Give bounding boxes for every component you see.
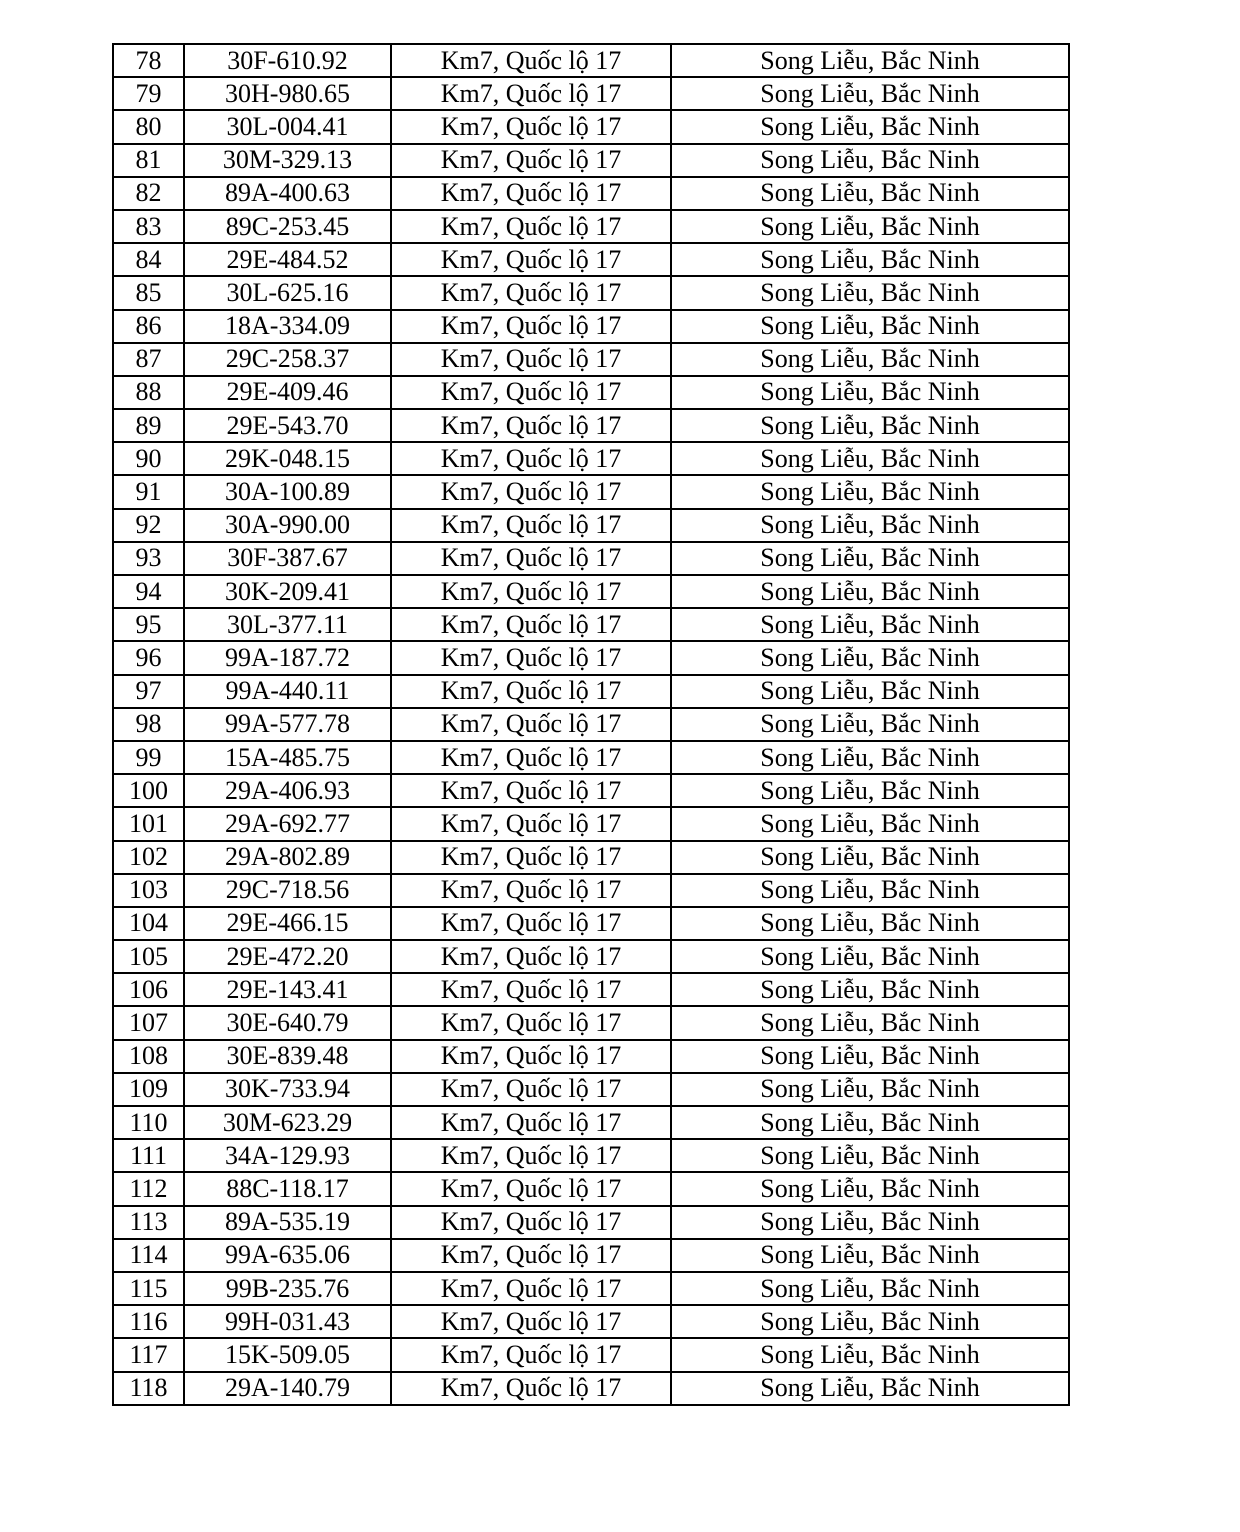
- locality-cell: Song Liễu, Bắc Ninh: [671, 276, 1069, 309]
- table-row: [113, 144, 1069, 177]
- license-plate-cell: 88C-118.17: [184, 1172, 391, 1205]
- table-row: [113, 475, 1069, 508]
- row-number-cell: 90: [113, 442, 184, 475]
- table-row: [113, 1239, 1069, 1272]
- violation-location-cell: Km7, Quốc lộ 17: [391, 1239, 671, 1272]
- table-row: [113, 509, 1069, 542]
- violation-location-cell: Km7, Quốc lộ 17: [391, 376, 671, 409]
- license-plate-cell: 30M-329.13: [184, 144, 391, 177]
- table-row: [113, 343, 1069, 376]
- violation-location-cell: Km7, Quốc lộ 17: [391, 310, 671, 343]
- license-plate-cell: 29K-048.15: [184, 442, 391, 475]
- license-plate-cell: 29E-143.41: [184, 973, 391, 1006]
- table-row: [113, 1139, 1069, 1172]
- license-plate-cell: 29E-466.15: [184, 907, 391, 940]
- table-row: [113, 741, 1069, 774]
- table-row: [113, 1006, 1069, 1039]
- row-number-cell: 104: [113, 907, 184, 940]
- license-plate-cell: 29A-406.93: [184, 774, 391, 807]
- license-plate-cell: 30E-640.79: [184, 1006, 391, 1039]
- locality-cell: Song Liễu, Bắc Ninh: [671, 907, 1069, 940]
- locality-cell: Song Liễu, Bắc Ninh: [671, 708, 1069, 741]
- table-row: [113, 675, 1069, 708]
- locality-cell: Song Liễu, Bắc Ninh: [671, 177, 1069, 210]
- license-plate-cell: 99A-440.11: [184, 675, 391, 708]
- locality-cell: Song Liễu, Bắc Ninh: [671, 1338, 1069, 1371]
- row-number-cell: 112: [113, 1172, 184, 1205]
- locality-cell: Song Liễu, Bắc Ninh: [671, 1172, 1069, 1205]
- table-row: [113, 1305, 1069, 1338]
- table-row: [113, 1206, 1069, 1239]
- table-row: [113, 243, 1069, 276]
- violation-location-cell: Km7, Quốc lộ 17: [391, 1206, 671, 1239]
- violation-location-cell: Km7, Quốc lộ 17: [391, 1272, 671, 1305]
- license-plate-cell: 34A-129.93: [184, 1139, 391, 1172]
- locality-cell: Song Liễu, Bắc Ninh: [671, 310, 1069, 343]
- row-number-cell: 101: [113, 807, 184, 840]
- license-plate-cell: 30K-209.41: [184, 575, 391, 608]
- violation-location-cell: Km7, Quốc lộ 17: [391, 177, 671, 210]
- row-number-cell: 107: [113, 1006, 184, 1039]
- violation-location-cell: Km7, Quốc lộ 17: [391, 276, 671, 309]
- license-plate-cell: 30A-100.89: [184, 475, 391, 508]
- locality-cell: Song Liễu, Bắc Ninh: [671, 807, 1069, 840]
- table-row: [113, 110, 1069, 143]
- table-row: [113, 1073, 1069, 1106]
- violation-location-cell: Km7, Quốc lộ 17: [391, 1172, 671, 1205]
- row-number-cell: 115: [113, 1272, 184, 1305]
- table-row: [113, 874, 1069, 907]
- table-row: [113, 1372, 1069, 1405]
- violation-location-cell: Km7, Quốc lộ 17: [391, 77, 671, 110]
- row-number-cell: 113: [113, 1206, 184, 1239]
- license-plate-cell: 29E-543.70: [184, 409, 391, 442]
- row-number-cell: 97: [113, 675, 184, 708]
- row-number-cell: 81: [113, 144, 184, 177]
- table-row: [113, 276, 1069, 309]
- locality-cell: Song Liễu, Bắc Ninh: [671, 44, 1069, 77]
- locality-cell: Song Liễu, Bắc Ninh: [671, 110, 1069, 143]
- locality-cell: Song Liễu, Bắc Ninh: [671, 144, 1069, 177]
- locality-cell: Song Liễu, Bắc Ninh: [671, 1239, 1069, 1272]
- row-number-cell: 91: [113, 475, 184, 508]
- violation-location-cell: Km7, Quốc lộ 17: [391, 841, 671, 874]
- violation-location-cell: Km7, Quốc lộ 17: [391, 940, 671, 973]
- row-number-cell: 117: [113, 1338, 184, 1371]
- locality-cell: Song Liễu, Bắc Ninh: [671, 376, 1069, 409]
- violation-location-cell: Km7, Quốc lộ 17: [391, 1040, 671, 1073]
- license-plate-cell: 29A-802.89: [184, 841, 391, 874]
- violation-location-cell: Km7, Quốc lộ 17: [391, 509, 671, 542]
- locality-cell: Song Liễu, Bắc Ninh: [671, 940, 1069, 973]
- violation-location-cell: Km7, Quốc lộ 17: [391, 675, 671, 708]
- violation-location-cell: Km7, Quốc lộ 17: [391, 641, 671, 674]
- row-number-cell: 109: [113, 1073, 184, 1106]
- license-plate-cell: 30L-004.41: [184, 110, 391, 143]
- table-row: [113, 177, 1069, 210]
- locality-cell: Song Liễu, Bắc Ninh: [671, 575, 1069, 608]
- license-plate-cell: 29E-472.20: [184, 940, 391, 973]
- row-number-cell: 84: [113, 243, 184, 276]
- table-row: [113, 973, 1069, 1006]
- table-row: [113, 77, 1069, 110]
- license-plate-cell: 30F-610.92: [184, 44, 391, 77]
- row-number-cell: 78: [113, 44, 184, 77]
- violation-location-cell: Km7, Quốc lộ 17: [391, 575, 671, 608]
- table-row: [113, 1338, 1069, 1371]
- row-number-cell: 80: [113, 110, 184, 143]
- locality-cell: Song Liễu, Bắc Ninh: [671, 675, 1069, 708]
- locality-cell: Song Liễu, Bắc Ninh: [671, 1073, 1069, 1106]
- locality-cell: Song Liễu, Bắc Ninh: [671, 608, 1069, 641]
- row-number-cell: 102: [113, 841, 184, 874]
- violation-location-cell: Km7, Quốc lộ 17: [391, 44, 671, 77]
- locality-cell: Song Liễu, Bắc Ninh: [671, 77, 1069, 110]
- license-plate-cell: 15K-509.05: [184, 1338, 391, 1371]
- license-plate-cell: 89A-535.19: [184, 1206, 391, 1239]
- row-number-cell: 79: [113, 77, 184, 110]
- violation-location-cell: Km7, Quốc lộ 17: [391, 907, 671, 940]
- violation-location-cell: Km7, Quốc lộ 17: [391, 1139, 671, 1172]
- locality-cell: Song Liễu, Bắc Ninh: [671, 841, 1069, 874]
- row-number-cell: 98: [113, 708, 184, 741]
- row-number-cell: 106: [113, 973, 184, 1006]
- license-plate-cell: 29A-692.77: [184, 807, 391, 840]
- license-plate-cell: 30E-839.48: [184, 1040, 391, 1073]
- license-plate-cell: 89A-400.63: [184, 177, 391, 210]
- violation-location-cell: Km7, Quốc lộ 17: [391, 708, 671, 741]
- locality-cell: Song Liễu, Bắc Ninh: [671, 509, 1069, 542]
- violation-location-cell: Km7, Quốc lộ 17: [391, 144, 671, 177]
- violation-location-cell: Km7, Quốc lộ 17: [391, 1338, 671, 1371]
- locality-cell: Song Liễu, Bắc Ninh: [671, 1272, 1069, 1305]
- table-row: [113, 409, 1069, 442]
- table-row: [113, 1272, 1069, 1305]
- violation-location-cell: Km7, Quốc lộ 17: [391, 1372, 671, 1405]
- violation-location-cell: Km7, Quốc lộ 17: [391, 442, 671, 475]
- table-row: [113, 608, 1069, 641]
- table-row: [113, 1040, 1069, 1073]
- row-number-cell: 87: [113, 343, 184, 376]
- locality-cell: Song Liễu, Bắc Ninh: [671, 343, 1069, 376]
- row-number-cell: 93: [113, 542, 184, 575]
- locality-cell: Song Liễu, Bắc Ninh: [671, 1006, 1069, 1039]
- table-row: [113, 442, 1069, 475]
- table-row: [113, 907, 1069, 940]
- license-plate-cell: 99H-031.43: [184, 1305, 391, 1338]
- row-number-cell: 94: [113, 575, 184, 608]
- violation-location-cell: Km7, Quốc lộ 17: [391, 608, 671, 641]
- table-row: [113, 807, 1069, 840]
- row-number-cell: 103: [113, 874, 184, 907]
- table-row: [113, 1106, 1069, 1139]
- violation-location-cell: Km7, Quốc lộ 17: [391, 1305, 671, 1338]
- table-row: [113, 376, 1069, 409]
- violation-location-cell: Km7, Quốc lộ 17: [391, 807, 671, 840]
- row-number-cell: 88: [113, 376, 184, 409]
- row-number-cell: 116: [113, 1305, 184, 1338]
- license-plate-cell: 30H-980.65: [184, 77, 391, 110]
- license-plate-cell: 15A-485.75: [184, 741, 391, 774]
- row-number-cell: 100: [113, 774, 184, 807]
- row-number-cell: 92: [113, 509, 184, 542]
- violation-location-cell: Km7, Quốc lộ 17: [391, 409, 671, 442]
- table-row: [113, 774, 1069, 807]
- violation-location-cell: Km7, Quốc lộ 17: [391, 542, 671, 575]
- license-plate-cell: 29A-140.79: [184, 1372, 391, 1405]
- locality-cell: Song Liễu, Bắc Ninh: [671, 1106, 1069, 1139]
- table-row: [113, 44, 1069, 77]
- license-plate-cell: 18A-334.09: [184, 310, 391, 343]
- license-plate-cell: 99A-577.78: [184, 708, 391, 741]
- violation-location-cell: Km7, Quốc lộ 17: [391, 1006, 671, 1039]
- locality-cell: Song Liễu, Bắc Ninh: [671, 1206, 1069, 1239]
- locality-cell: Song Liễu, Bắc Ninh: [671, 210, 1069, 243]
- locality-cell: Song Liễu, Bắc Ninh: [671, 475, 1069, 508]
- table-row: [113, 641, 1069, 674]
- locality-cell: Song Liễu, Bắc Ninh: [671, 641, 1069, 674]
- table-row: [113, 1172, 1069, 1205]
- license-plate-cell: 29E-409.46: [184, 376, 391, 409]
- license-plate-cell: 29C-718.56: [184, 874, 391, 907]
- violation-location-cell: Km7, Quốc lộ 17: [391, 1073, 671, 1106]
- row-number-cell: 111: [113, 1139, 184, 1172]
- row-number-cell: 96: [113, 641, 184, 674]
- locality-cell: Song Liễu, Bắc Ninh: [671, 1139, 1069, 1172]
- locality-cell: Song Liễu, Bắc Ninh: [671, 1040, 1069, 1073]
- license-plate-cell: 30A-990.00: [184, 509, 391, 542]
- license-plate-cell: 30K-733.94: [184, 1073, 391, 1106]
- row-number-cell: 110: [113, 1106, 184, 1139]
- violation-location-cell: Km7, Quốc lộ 17: [391, 343, 671, 376]
- row-number-cell: 89: [113, 409, 184, 442]
- table-row: [113, 575, 1069, 608]
- license-plate-cell: 30L-625.16: [184, 276, 391, 309]
- license-plate-cell: 89C-253.45: [184, 210, 391, 243]
- row-number-cell: 85: [113, 276, 184, 309]
- row-number-cell: 86: [113, 310, 184, 343]
- row-number-cell: 105: [113, 940, 184, 973]
- violation-location-cell: Km7, Quốc lộ 17: [391, 475, 671, 508]
- table-row: [113, 841, 1069, 874]
- row-number-cell: 108: [113, 1040, 184, 1073]
- license-plate-cell: 29E-484.52: [184, 243, 391, 276]
- violation-location-cell: Km7, Quốc lộ 17: [391, 874, 671, 907]
- violation-location-cell: Km7, Quốc lộ 17: [391, 110, 671, 143]
- violation-location-cell: Km7, Quốc lộ 17: [391, 774, 671, 807]
- row-number-cell: 114: [113, 1239, 184, 1272]
- locality-cell: Song Liễu, Bắc Ninh: [671, 774, 1069, 807]
- violation-location-cell: Km7, Quốc lộ 17: [391, 741, 671, 774]
- row-number-cell: 118: [113, 1372, 184, 1405]
- license-plate-cell: 30L-377.11: [184, 608, 391, 641]
- locality-cell: Song Liễu, Bắc Ninh: [671, 1305, 1069, 1338]
- license-plate-cell: 99A-187.72: [184, 641, 391, 674]
- license-plate-cell: 29C-258.37: [184, 343, 391, 376]
- table-row: [113, 310, 1069, 343]
- locality-cell: Song Liễu, Bắc Ninh: [671, 1372, 1069, 1405]
- locality-cell: Song Liễu, Bắc Ninh: [671, 741, 1069, 774]
- locality-cell: Song Liễu, Bắc Ninh: [671, 874, 1069, 907]
- table-row: [113, 940, 1069, 973]
- locality-cell: Song Liễu, Bắc Ninh: [671, 973, 1069, 1006]
- row-number-cell: 82: [113, 177, 184, 210]
- violation-location-cell: Km7, Quốc lộ 17: [391, 973, 671, 1006]
- table-row: [113, 708, 1069, 741]
- license-plate-cell: 99A-635.06: [184, 1239, 391, 1272]
- violation-location-cell: Km7, Quốc lộ 17: [391, 243, 671, 276]
- license-plate-cell: 30M-623.29: [184, 1106, 391, 1139]
- table-row: [113, 542, 1069, 575]
- license-plate-cell: 99B-235.76: [184, 1272, 391, 1305]
- vehicle-plate-table: [112, 43, 1070, 1406]
- table-body: [113, 44, 1069, 1405]
- row-number-cell: 99: [113, 741, 184, 774]
- violation-location-cell: Km7, Quốc lộ 17: [391, 1106, 671, 1139]
- locality-cell: Song Liễu, Bắc Ninh: [671, 442, 1069, 475]
- license-plate-cell: 30F-387.67: [184, 542, 391, 575]
- locality-cell: Song Liễu, Bắc Ninh: [671, 243, 1069, 276]
- locality-cell: Song Liễu, Bắc Ninh: [671, 409, 1069, 442]
- table-row: [113, 210, 1069, 243]
- violation-location-cell: Km7, Quốc lộ 17: [391, 210, 671, 243]
- row-number-cell: 83: [113, 210, 184, 243]
- row-number-cell: 95: [113, 608, 184, 641]
- locality-cell: Song Liễu, Bắc Ninh: [671, 542, 1069, 575]
